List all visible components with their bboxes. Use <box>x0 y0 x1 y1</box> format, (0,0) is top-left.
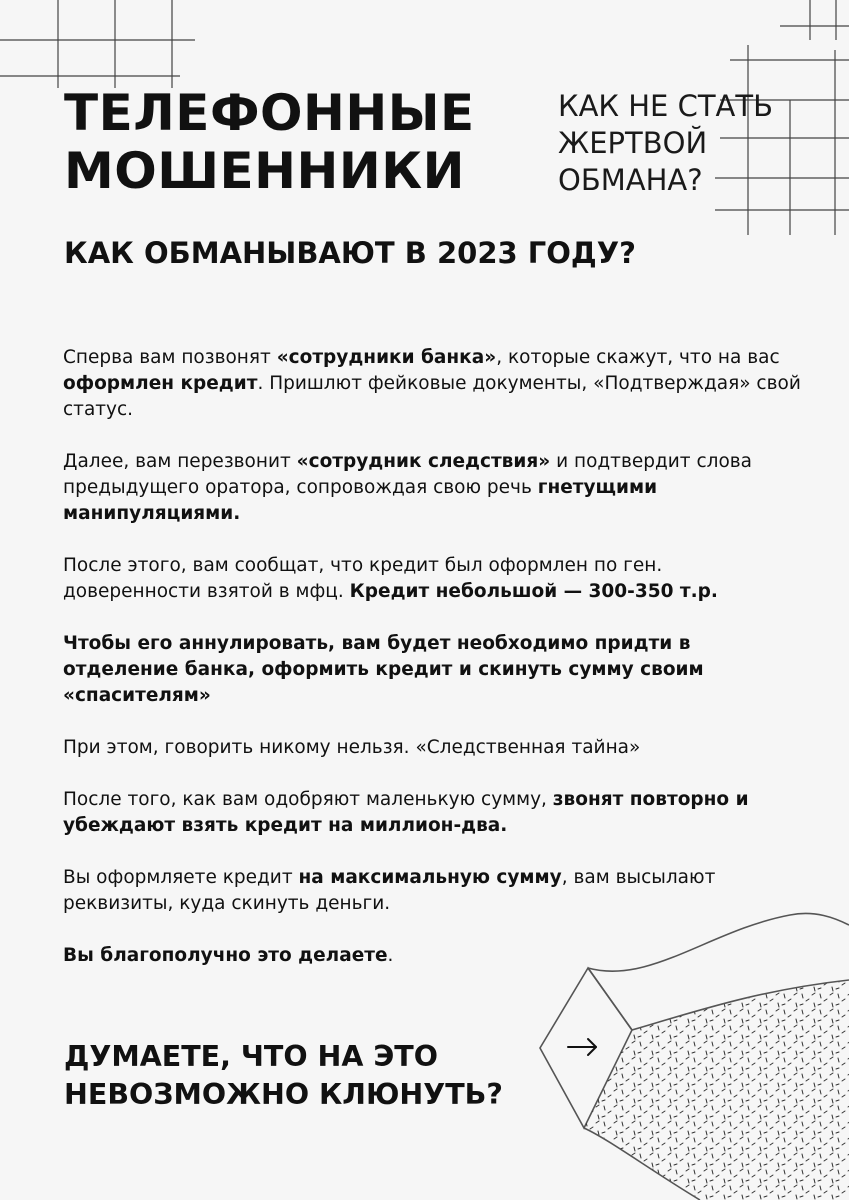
p3-text-a: После этого, вам сообщат, что кредит был оформлен по ген. доверенности взятой в мфц. <box>63 555 663 602</box>
p1-text-a: Сперва вам позвонят <box>63 347 277 368</box>
p2-text-a: Далее, вам перезвонит <box>63 451 297 472</box>
cta-line-2: НЕВОЗМОЖНО КЛЮНУТЬ? <box>64 1078 503 1111</box>
p1-bold-d: оформлен кредит <box>63 373 258 394</box>
title-line-2: МОШЕННИКИ <box>64 142 465 200</box>
tagline-line-2: ЖЕРТВОЙ <box>558 126 708 160</box>
p4-bold-b: Чтобы его аннулировать, вам будет необходимо придти в отделение банка, оформить кредит и скинуть сумму своим «спасителям» <box>63 633 704 706</box>
p7-bold-b: на максимальную сумму <box>298 867 562 888</box>
section-heading: КАК ОБМАНЫВАЮТ В 2023 ГОДУ? <box>64 236 636 270</box>
p3-bold-b: Кредит небольшой — 300-350 т.р. <box>349 581 718 602</box>
p8-bold-b: Вы благополучно это делаете <box>63 945 388 966</box>
p2-bold-b: «сотрудник следствия» <box>296 451 551 472</box>
p1-bold-b: «сотрудники банка» <box>276 347 497 368</box>
arrow-right-button[interactable] <box>558 1022 608 1072</box>
arrow-right-icon <box>566 1037 600 1057</box>
p6-text-a: После того, как вам одобряют маленькую сумму, <box>63 789 553 810</box>
p6-bold-b: звонят повторно и убеждают взять кредит на миллион-два. <box>63 789 749 836</box>
tagline-line-1: КАК НЕ СТАТЬ <box>558 89 773 123</box>
p1-text-c: , которые скажут, что на вас <box>496 347 780 368</box>
p8-text-c: . <box>387 945 394 966</box>
p7-text-a: Вы оформляете кредит <box>63 867 299 888</box>
tagline-line-3: ОБМАНА? <box>558 163 703 197</box>
p7-text-c: , вам высылают реквизиты, куда скинуть деньги. <box>63 867 716 914</box>
p1-text-e: . Пришлют фейковые документы, «Подтверждая» свой статус. <box>63 373 801 420</box>
title-line-1: ТЕЛЕФОННЫЕ <box>64 84 475 142</box>
p5-text-a: При этом, говорить никому нельзя. «Следственная тайна» <box>63 737 641 758</box>
p2-bold-d: гнетущими манипуляциями. <box>63 477 658 524</box>
cta-line-1: ДУМАЕТЕ, ЧТО НА ЭТО <box>64 1040 438 1073</box>
p2-text-c: и подтвердит слова предыдущего оратора, сопровождая свою речь <box>63 451 753 498</box>
